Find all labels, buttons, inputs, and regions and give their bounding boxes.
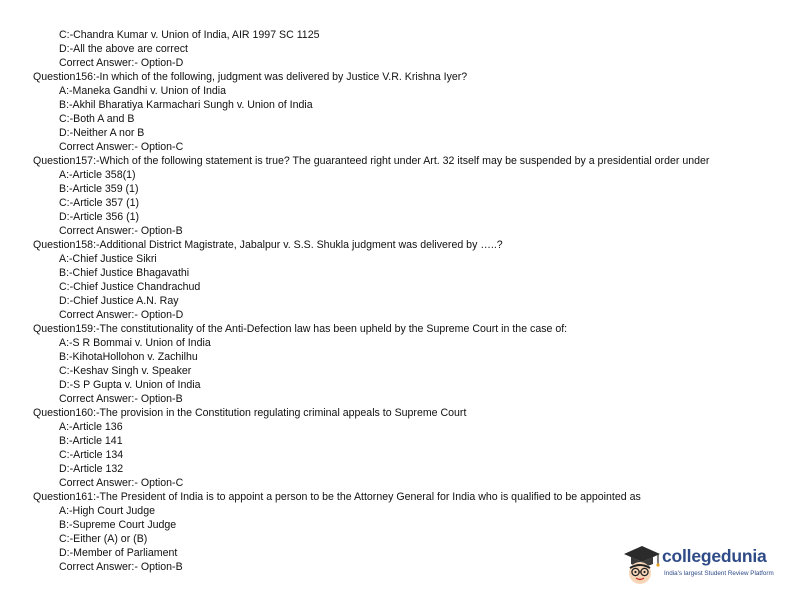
option-line: C:-Both A and B [59,113,135,125]
option-line: B:-Supreme Court Judge [59,519,177,531]
option-line: B:-Article 359 (1) [59,183,139,195]
correct-answer-line: Correct Answer:- Option-D [59,309,184,321]
option-line: C:-Chandra Kumar v. Union of India, AIR 1997 SC 1125 [59,29,320,41]
correct-answer-line: Correct Answer:- Option-D [59,57,184,69]
correct-answer-line: Correct Answer:- Option-B [59,561,183,573]
question-line: Question156:-In which of the following, judgment was delivered by Justice V.R. Krishna Iyer? [33,71,468,83]
option-line: D:-Member of Parliament [59,547,178,559]
option-line: D:-Article 356 (1) [59,211,140,223]
option-line: A:-S R Bommai v. Union of India [59,337,211,349]
option-line: C:-Keshav Singh v. Speaker [59,365,192,377]
question-line: Question161:-The President of India is to appoint a person to be the Attorney General for India who is qualified to be appointed as [33,491,641,503]
option-line: C:-Article 134 [59,449,124,461]
brand-tagline: India's largest Student Review Platform [664,570,774,577]
option-line: B:-Akhil Bharatiya Karmachari Sungh v. Union of India [59,99,313,111]
option-line: A:-Article 136 [59,421,123,433]
correct-answer-line: Correct Answer:- Option-B [59,225,183,237]
option-line: D:-Article 132 [59,463,124,475]
option-line: B:-Article 141 [59,435,123,447]
question-line: Question158:-Additional District Magistrate, Jabalpur v. S.S. Shukla judgment was delivered by …..? [33,239,503,251]
brand-name: collegedunia [662,546,767,566]
question-line: Question160:-The provision in the Constitution regulating criminal appeals to Supreme Court [33,407,467,419]
option-line: B:-Chief Justice Bhagavathi [59,267,190,279]
document-body [33,28,783,574]
option-line: A:-Article 358(1) [59,169,136,181]
option-line: A:-Maneka Gandhi v. Union of India [59,85,227,97]
option-line: C:-Article 357 (1) [59,197,140,209]
option-line: A:-High Court Judge [59,505,155,517]
question-line: Question159:-The constitutionality of the Anti-Defection law has been upheld by the Supreme Court in the case of: [33,323,568,335]
option-line: A:-Chief Justice Sikri [59,253,157,265]
option-line: D:-S P Gupta v. Union of India [59,379,201,391]
option-line: C:-Chief Justice Chandrachud [59,281,201,293]
correct-answer-line: Correct Answer:- Option-C [59,141,184,153]
option-line: C:-Either (A) or (B) [59,533,148,545]
collegedunia-watermark [618,540,788,586]
option-line: D:-All the above are correct [59,43,188,55]
option-line: D:-Neither A nor B [59,127,145,139]
option-line: B:-KihotaHollohon v. Zachilhu [59,351,198,363]
option-line: D:-Chief Justice A.N. Ray [59,295,179,307]
correct-answer-line: Correct Answer:- Option-B [59,393,183,405]
correct-answer-line: Correct Answer:- Option-C [59,477,184,489]
student-mascot-icon [618,540,662,586]
question-line: Question157:-Which of the following statement is true? The guaranteed right under Art. 32 itself may be suspended by a presidential order under [33,155,710,167]
